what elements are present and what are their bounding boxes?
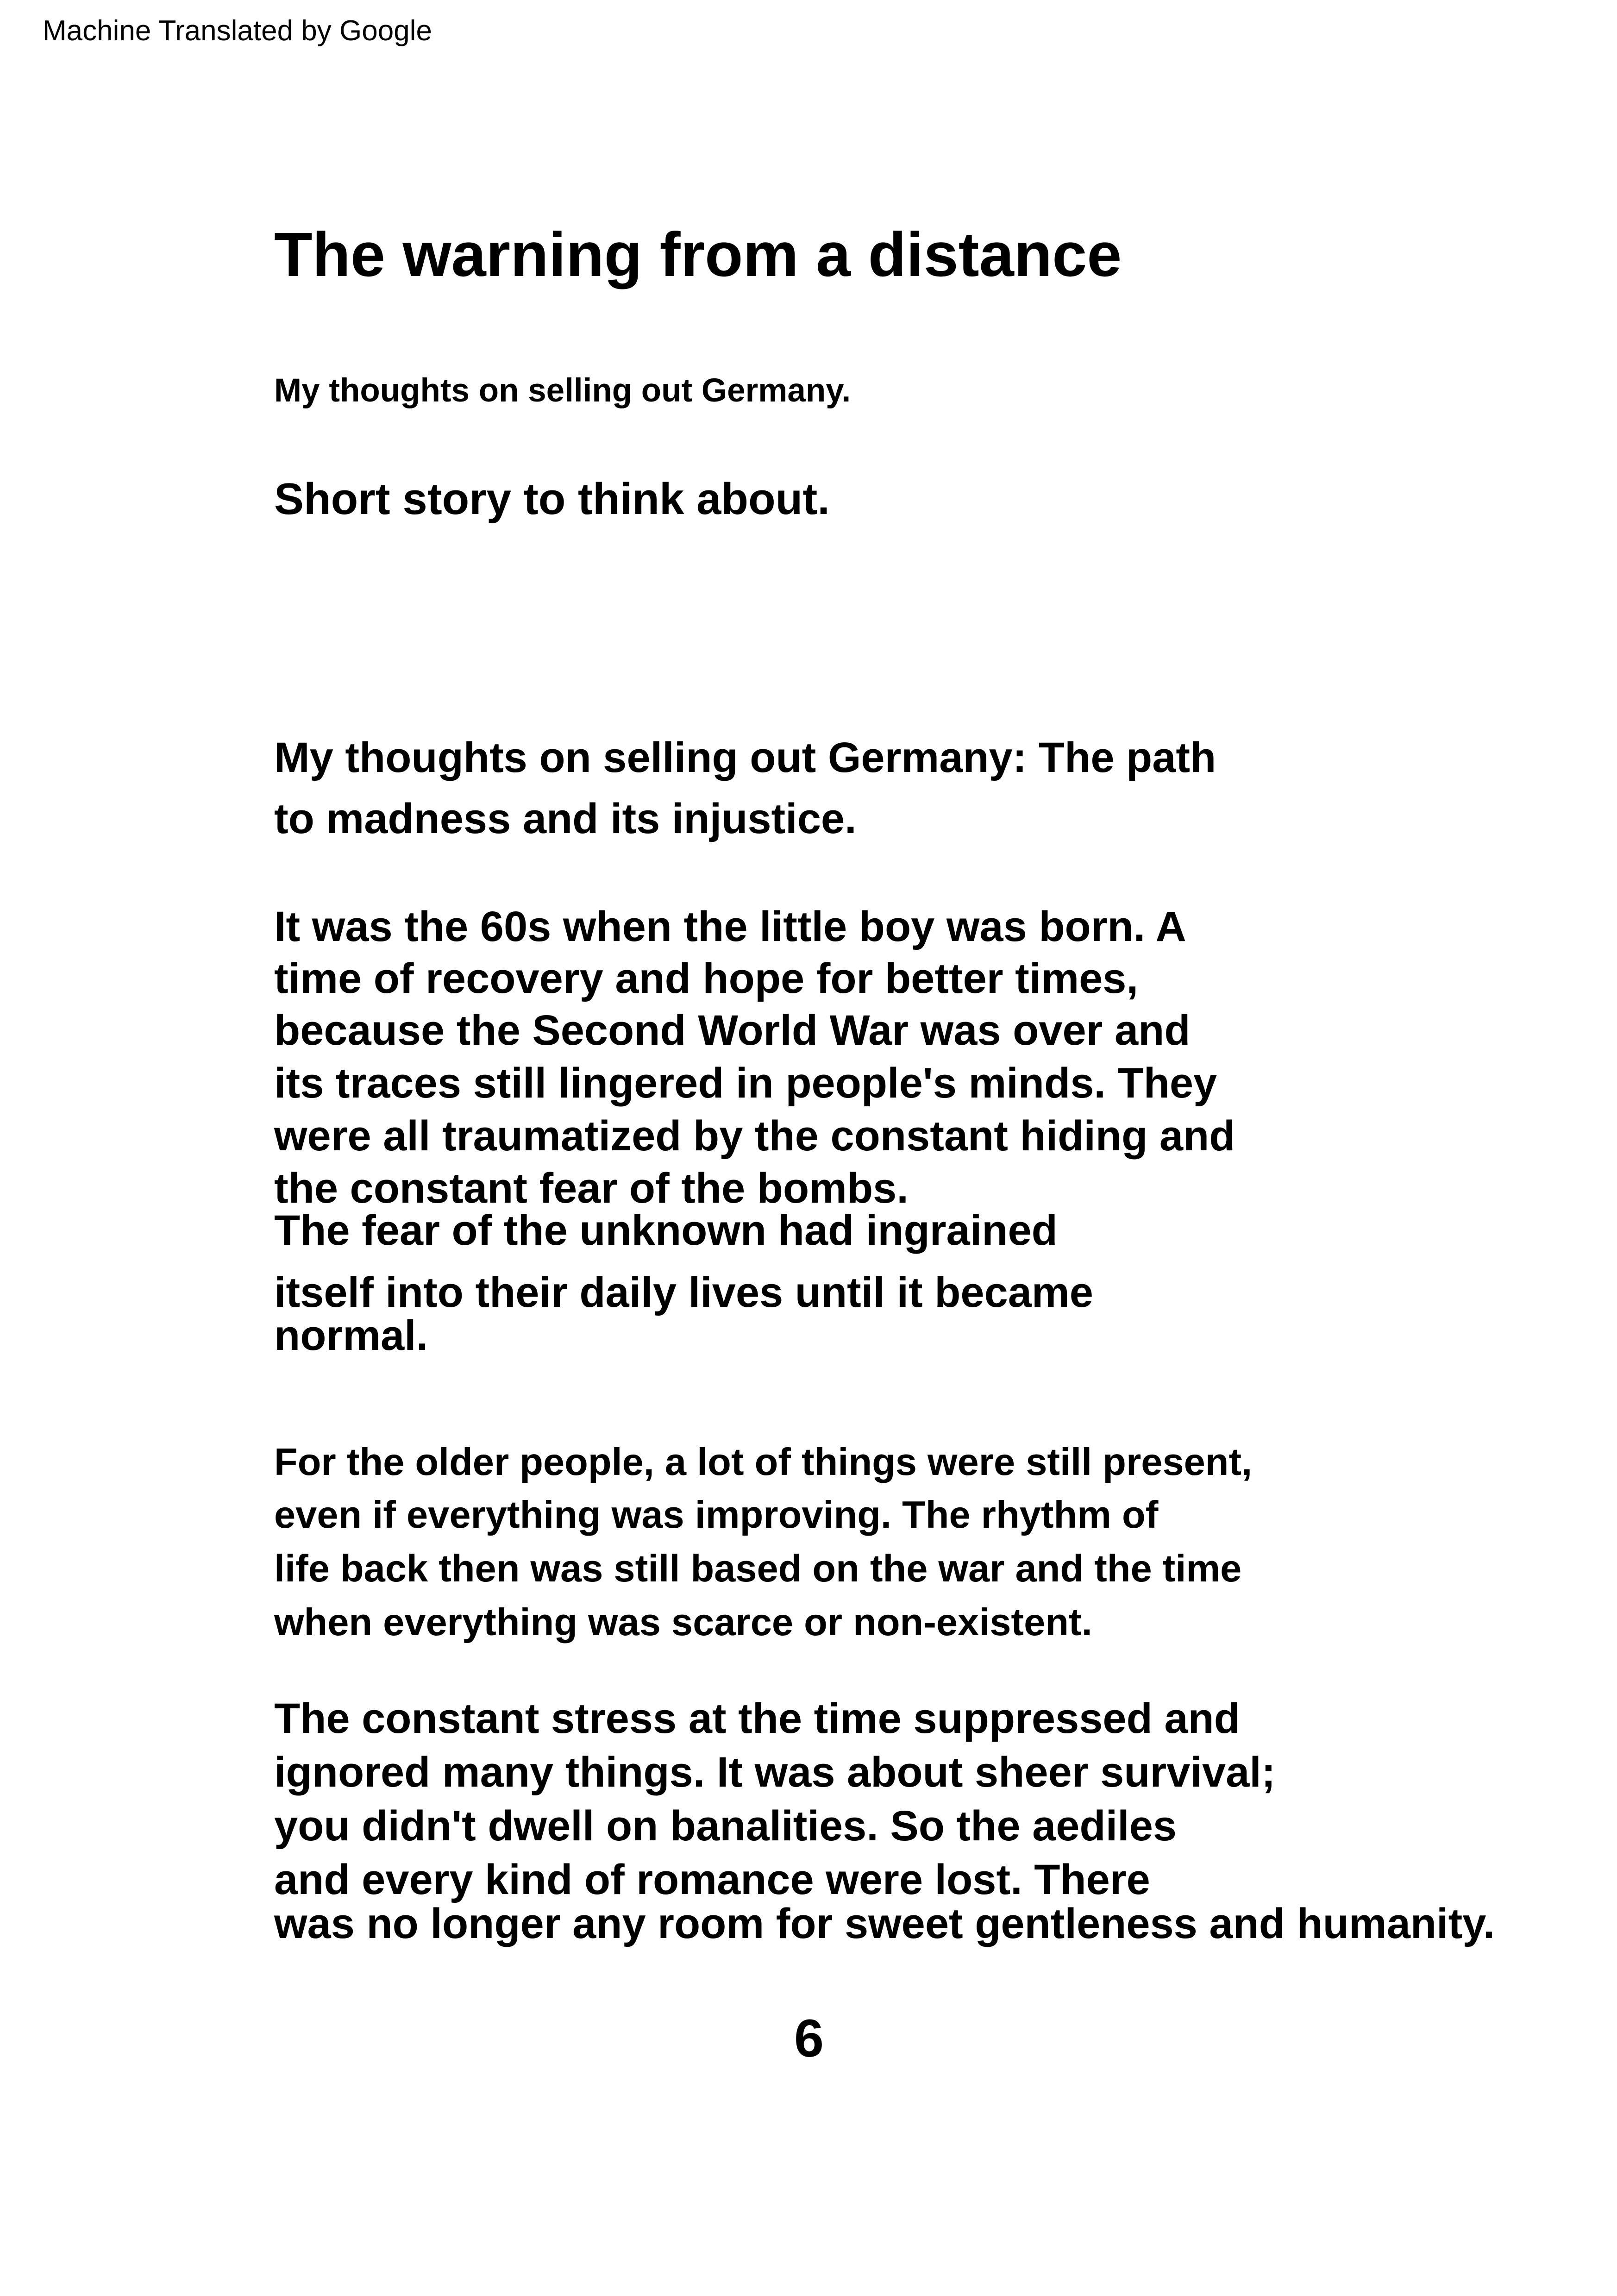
text-line: It was the 60s when the little boy was born. A xyxy=(274,903,1186,950)
text-line: itself into their daily lives until it became xyxy=(274,1269,1093,1316)
text-line: time of recovery and hope for better times, xyxy=(274,955,1139,1002)
text-line: For the older people, a lot of things were still present, xyxy=(274,1440,1253,1483)
page-number: 6 xyxy=(794,2009,824,2068)
text-line: to madness and its injustice. xyxy=(274,795,857,842)
text-line: The constant stress at the time suppressed and xyxy=(274,1695,1240,1742)
text-line: because the Second World War was over and xyxy=(274,1007,1191,1054)
text-line: you didn't dwell on banalities. So the aediles xyxy=(274,1802,1177,1850)
text-line: when everything was scarce or non-existent. xyxy=(274,1600,1092,1644)
text-line: the constant fear of the bombs. xyxy=(274,1165,909,1212)
text-line: was no longer any room for sweet gentleness and humanity. xyxy=(274,1900,1495,1947)
text-line: its traces still lingered in people's minds. They xyxy=(274,1060,1217,1107)
text-line: normal. xyxy=(274,1312,428,1359)
machine-translation-banner: Machine Translated by Google xyxy=(43,15,432,47)
text-line: life back then was still based on the war and the time xyxy=(274,1547,1242,1590)
text-line: My thoughts on selling out Germany: The path xyxy=(274,734,1216,781)
text-line: The fear of the unknown had ingrained xyxy=(274,1207,1058,1254)
text-line: even if everything was improving. The rhythm of xyxy=(274,1493,1159,1536)
document-title: The warning from a distance xyxy=(274,220,1122,289)
text-line: and every kind of romance were lost. There xyxy=(274,1856,1150,1903)
document-subtitle: My thoughts on selling out Germany. xyxy=(274,372,851,409)
text-line: were all traumatized by the constant hiding and xyxy=(274,1112,1235,1160)
document-tagline: Short story to think about. xyxy=(274,474,830,524)
text-line: ignored many things. It was about sheer survival; xyxy=(274,1749,1276,1796)
